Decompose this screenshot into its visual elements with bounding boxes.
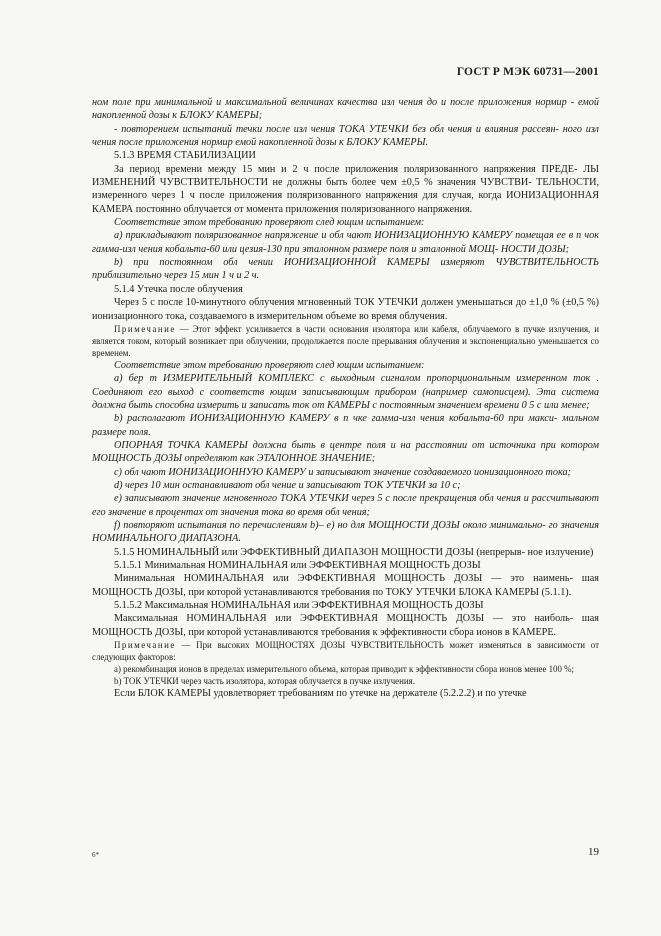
- paragraph: Соответствие этом требованию проверяют след ющим испытанием:: [114, 217, 425, 229]
- note-item: b) ТОК УТЕЧКИ через часть изолятора, которая облучается в пучке излучения.: [114, 676, 415, 687]
- note-label: Примечание: [114, 640, 176, 651]
- paragraph: Через 5 с после 10-минутного облучения мгновенный ТОК УТЕЧКИ должен уменьшаться до ±1,0 % (±0,5 %) ионизационного тока, создаваемого в измерительном объеме во время облучения.: [92, 297, 599, 322]
- paragraph: b) при постоянном обл чении ИОНИЗАЦИОННОЙ КАМЕРЫ измеряют ЧУВСТВИТЕЛЬНОСТЬ приблизительно через 15 мин 1 ч и 2 ч.: [92, 257, 599, 282]
- paragraph: Минимальная НОМИНАЛЬНАЯ или ЭФФЕКТИВНАЯ МОЩНОСТЬ ДОЗЫ — это наимень- шая МОЩНОСТЬ ДОЗЫ, при которой устанавливаются требования по ТОКУ УТЕЧКИ БЛОКА КАМЕРЫ (5.1.1).: [92, 573, 599, 598]
- section-heading: 5.1.5 НОМИНАЛЬНЫЙ или ЭФФЕКТИВНЫЙ ДИАПАЗОН МОЩНОСТИ ДОЗЫ (непрерыв- ное излучение): [114, 546, 594, 558]
- paragraph: а) прикладывают поляризованное напряжение и обл чают ИОНИЗАЦИОННУЮ КАМЕРУ помещая ее в п чок гамма-изл чения кобальта-60 или цезия-130 при эталонном размере поля и эталонной МОЩ- НОСТИ ДОЗЫ;: [92, 230, 599, 255]
- paragraph: d) через 10 мин останавливают обл чение и записывают ТОК УТЕЧКИ за 10 с;: [114, 479, 461, 491]
- paragraph: - повторением испытаний течки после изл чения ТОКА УТЕЧКИ без обл чения и влияния рассеян- ного изл чения после приложения нормир емой накопленной дозы к БЛОКУ КАМЕРЫ.: [92, 123, 599, 149]
- note-label: Примечание: [114, 323, 176, 334]
- note-item: а) рекомбинация ионов в пределах измерительного объема, которая приводит к эффективности сбора ионов менее 100 %;: [114, 664, 575, 675]
- page-number: 19: [588, 846, 599, 858]
- paragraph: Максимальная НОМИНАЛЬНАЯ или ЭФФЕКТИВНАЯ МОЩНОСТЬ ДОЗЫ — это наиболь- шая МОЩНОСТЬ ДОЗЫ, при которой устанавливаются требования к эффективности сбора ионов в КАМЕРЕ.: [92, 613, 599, 638]
- note-text: — Этот эффект усиливается в части основания изолятора или кабеля, облучаемого в пучке излучения, и является током, который возникает при облучении, продолжается после прерывания облучения и экспоненциально уменьшается со временем.: [92, 323, 599, 358]
- footer-mark: 6*: [92, 851, 99, 859]
- paragraph: е) записывают значение мгновенного ТОКА УТЕЧКИ через 5 с после прекращения обл чения и рассчитывают его значение в процентах от значения тока во время обл чения;: [92, 493, 599, 518]
- paragraph: с) обл чают ИОНИЗАЦИОННУЮ КАМЕРУ и записывают значение создаваемого ионизационного тока;: [114, 466, 571, 478]
- paragraph: а) бер т ИЗМЕРИТЕЛЬНЫЙ КОМПЛЕКС с выходным сигналом пропорциональным измеренном ток . Соединяют его выход с соответств ющим записывающим прибором (например самописцем). Эта система должна быть способна измерить и записать ток от КАМЕРЫ с постоянным значением времени 0 5 с или менее;: [92, 373, 599, 411]
- document-header: ГОСТ Р МЭК 60731—2001: [456, 66, 599, 78]
- note-text: — При высоких МОЩНОСТЯХ ДОЗЫ ЧУВСТВИТЕЛЬНОСТЬ может изменяться в зависимости от следующих факторов:: [92, 640, 599, 663]
- paragraph: За период времени между 15 мин и 2 ч после приложения поляризованного напряжения ПРЕДЕ- ЛЫ ИЗМЕНЕНИЙ ЧУВСТВИТЕЛЬНОСТИ не должны быть более чем ±0,5 % значения ЧУВСТВИ- ТЕЛЬНОСТИ, измеренного через 1 ч после приложения поляризованного напряжения для случая, когда ИОНИЗАЦИОННАЯ КАМЕРА постоянно облучается от момента приложения поляризованного напряжения.: [92, 163, 599, 215]
- section-heading: 5.1.5.1 Минимальная НОМИНАЛЬНАЯ или ЭФФЕКТИВНАЯ МОЩНОСТЬ ДОЗЫ: [114, 560, 481, 571]
- paragraph: Соответствие этом требованию проверяют след ющим испытанием:: [114, 359, 425, 371]
- paragraph: b) располагают ИОНИЗАЦИОННУЮ КАМЕРУ в п чке гамма-изл чения кобальта-60 при макси- мальном размере поля.: [92, 413, 599, 438]
- note-paragraph: [92, 323, 599, 359]
- section-heading: 5.1.5.2 Максимальная НОМИНАЛЬНАЯ или ЭФФЕКТИВНАЯ МОЩНОСТЬ ДОЗЫ: [114, 600, 484, 612]
- page-body: [92, 96, 599, 700]
- note-paragraph: [92, 639, 599, 663]
- paragraph: f) повторяют испытания по перечислениям b)– е) но для МОЩНОСТИ ДОЗЫ около минимально- го значения НОМИНАЛЬНОГО ДИАПАЗОНА.: [92, 519, 599, 545]
- paragraph: Если БЛОК КАМЕРЫ удовлетворяет требованиям по утечке на держателе (5.2.2.2) и по утечке: [114, 688, 527, 700]
- paragraph: ОПОРНАЯ ТОЧКА КАМЕРЫ должна быть в центре поля и на расстоянии от источника при котором МОЩНОСТЬ ДОЗЫ определяют как ЭТАЛОННОЕ ЗНАЧЕНИЕ;: [92, 439, 599, 465]
- paragraph: ном поле при минимальной и максимальной величинах качества изл чения до и после приложения нормир - емой накопленной дозы к БЛОКУ КАМЕРЫ;: [92, 97, 599, 122]
- section-heading: 5.1.3 ВРЕМЯ СТАБИЛИЗАЦИИ: [114, 150, 256, 162]
- section-heading: 5.1.4 Утечка после облучения: [114, 283, 243, 295]
